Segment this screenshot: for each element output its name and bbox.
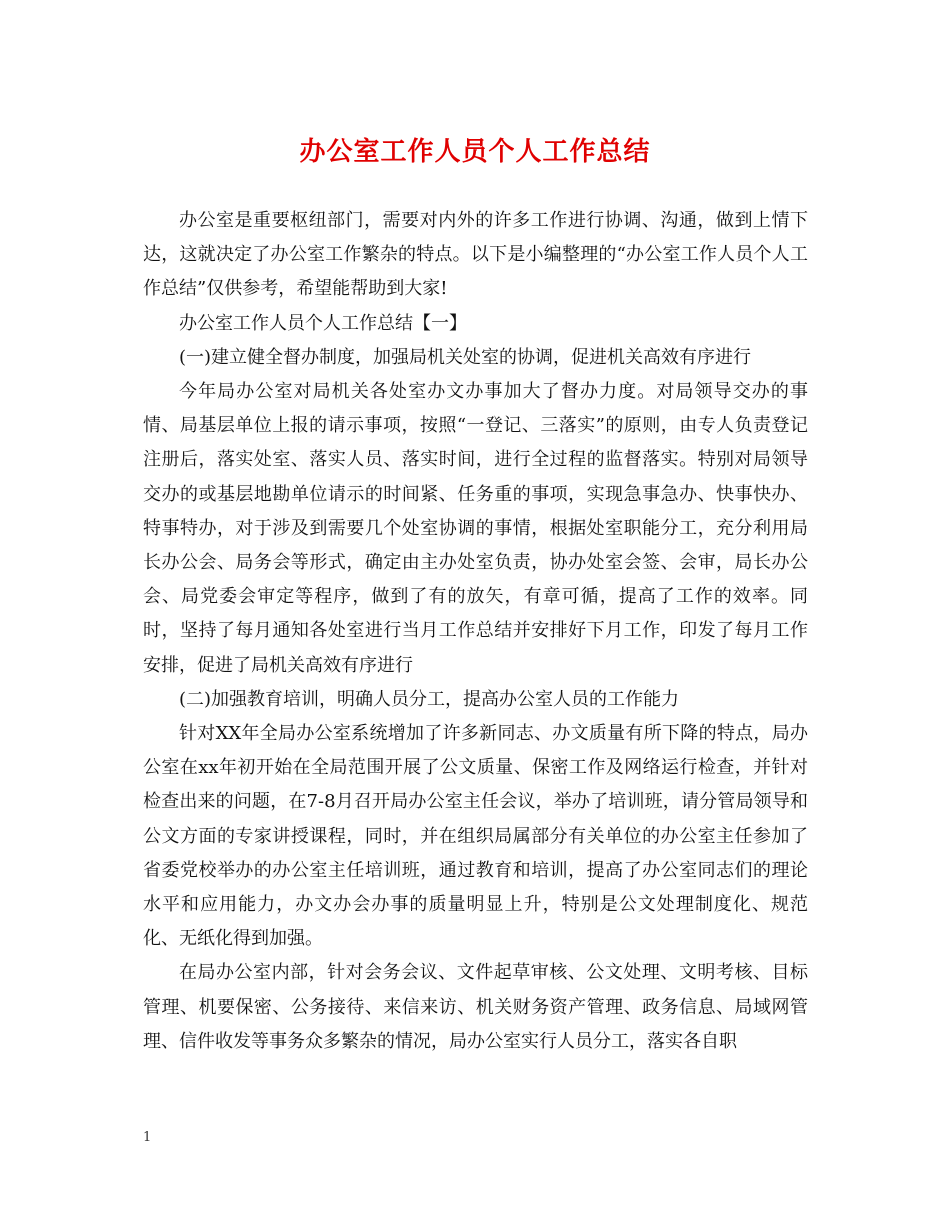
subheading-training: (二)加强教育培训，明确人员分工，提高办公室人员的工作能力 — [179, 688, 680, 710]
paragraph-division: 在局办公室内部，针对会务会议、文件起草审核、公文处理、文明考核、目标管理、机要保密、公务接待、来信来访、机关财务资产管理、政务信息、局域网管理、信件收发等事务众多繁杂的情况，局办公室实行人员分工，落实各自职 — [143, 962, 808, 1052]
document-title: 办公室工作人员个人工作总结 — [299, 137, 651, 167]
paragraph-supervision: 今年局办公室对局机关各处室办文办事加大了督办力度。对局领导交办的事情、局基层单位上报的请示事项，按照“一登记、三落实”的原则，由专人负责登记注册后，落实处室、落实人员、落实时间，进行全过程的监督落实。特别对局领导交办的或基层地勘单位请示的时间紧、任务重的事项，实现急事急办、快事快办、特事特办，对于涉及到需要几个处室协调的事情，根据处室职能分工，充分利用局长办公会、局务会等形式，确定由主办处室负责，协办处室会签、会审，局长办公会、局党委会审定等程序，做到了有的放矢，有章可循，提高了工作的效率。同时，坚持了每月通知各处室进行当月工作总结并安排好下月工作，印发了每月工作安排，促进了局机关高效有序进行 — [143, 381, 808, 676]
paragraph-training: 针对XX年全局办公室系统增加了许多新同志、办文质量有所下降的特点，局办公室在xx年初开始在全局范围开展了公文质量、保密工作及网络运行检查，并针对检查出来的问题，在7-8月召开局办公室主任会议，举办了培训班，请分管局领导和公文方面的专家讲授课程，同时，并在组织局属部分有关单位的办公室主任参加了省委党校举办的办公室主任培训班，通过教育和培训，提高了办公室同志们的理论水平和应用能力，办文办会办事的质量明显上升，特别是公文处理制度化、规范化、无纸化得到加强。 — [143, 723, 808, 950]
page-number: 1 — [143, 1130, 152, 1145]
document-body — [143, 204, 808, 1059]
subheading-supervision: (一)建立健全督办制度，加强局机关处室的协调，促进机关高效有序进行 — [179, 346, 752, 368]
paragraph-intro: 办公室是重要枢纽部门，需要对内外的许多工作进行协调、沟通，做到上情下达，这就决定了办公室工作繁杂的特点。以下是小编整理的“办公室工作人员个人工作总结”仅供参考，希望能帮助到大家! — [143, 210, 808, 300]
section-heading-one: 办公室工作人员个人工作总结【一】 — [179, 312, 467, 334]
